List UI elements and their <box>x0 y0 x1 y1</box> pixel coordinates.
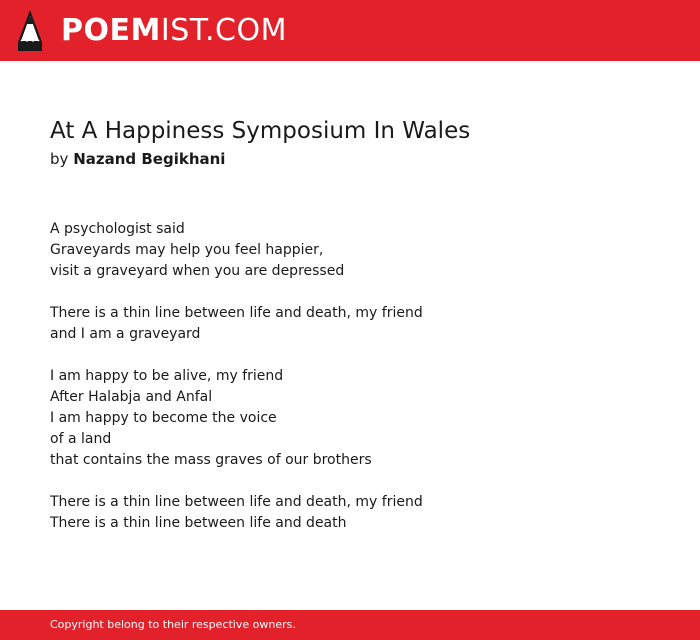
poem-line: There is a thin line between life and death <box>50 515 347 531</box>
poem-line: I am happy to be alive, my friend <box>50 368 284 384</box>
poem-body <box>50 219 423 534</box>
copyright-text: Copyright belong to their respective owners. <box>50 618 296 631</box>
poem-line: visit a graveyard when you are depressed <box>50 263 345 279</box>
logo-bold-text: POEM <box>61 13 161 48</box>
poem-line: A psychologist said <box>50 221 185 237</box>
poem-line: I am happy to become the voice <box>50 410 277 426</box>
author-name: Nazand Begikhani <box>73 150 226 168</box>
poem-stanza-break <box>50 471 423 492</box>
poem-line: There is a thin line between life and death, my friend <box>50 494 423 510</box>
poem-line: that contains the mass graves of our brothers <box>50 452 372 468</box>
poem-line: of a land <box>50 431 112 447</box>
poem-line: Graveyards may help you feel happier, <box>50 242 324 258</box>
logo-light-text: IST.COM <box>160 13 287 48</box>
poem-line: There is a thin line between life and death, my friend <box>50 305 423 321</box>
poem-line: and I am a graveyard <box>50 326 201 342</box>
byline <box>50 148 225 170</box>
header-bar <box>0 0 700 61</box>
poem-title: At A Happiness Symposium In Wales <box>50 118 471 144</box>
site-logo[interactable] <box>61 11 287 51</box>
footer-bar <box>0 610 700 640</box>
by-label: by <box>50 150 69 168</box>
pencil-icon[interactable] <box>18 10 42 51</box>
poem-stanza-break <box>50 345 423 366</box>
poem-stanza-break <box>50 282 423 303</box>
poem-line: After Halabja and Anfal <box>50 389 213 405</box>
